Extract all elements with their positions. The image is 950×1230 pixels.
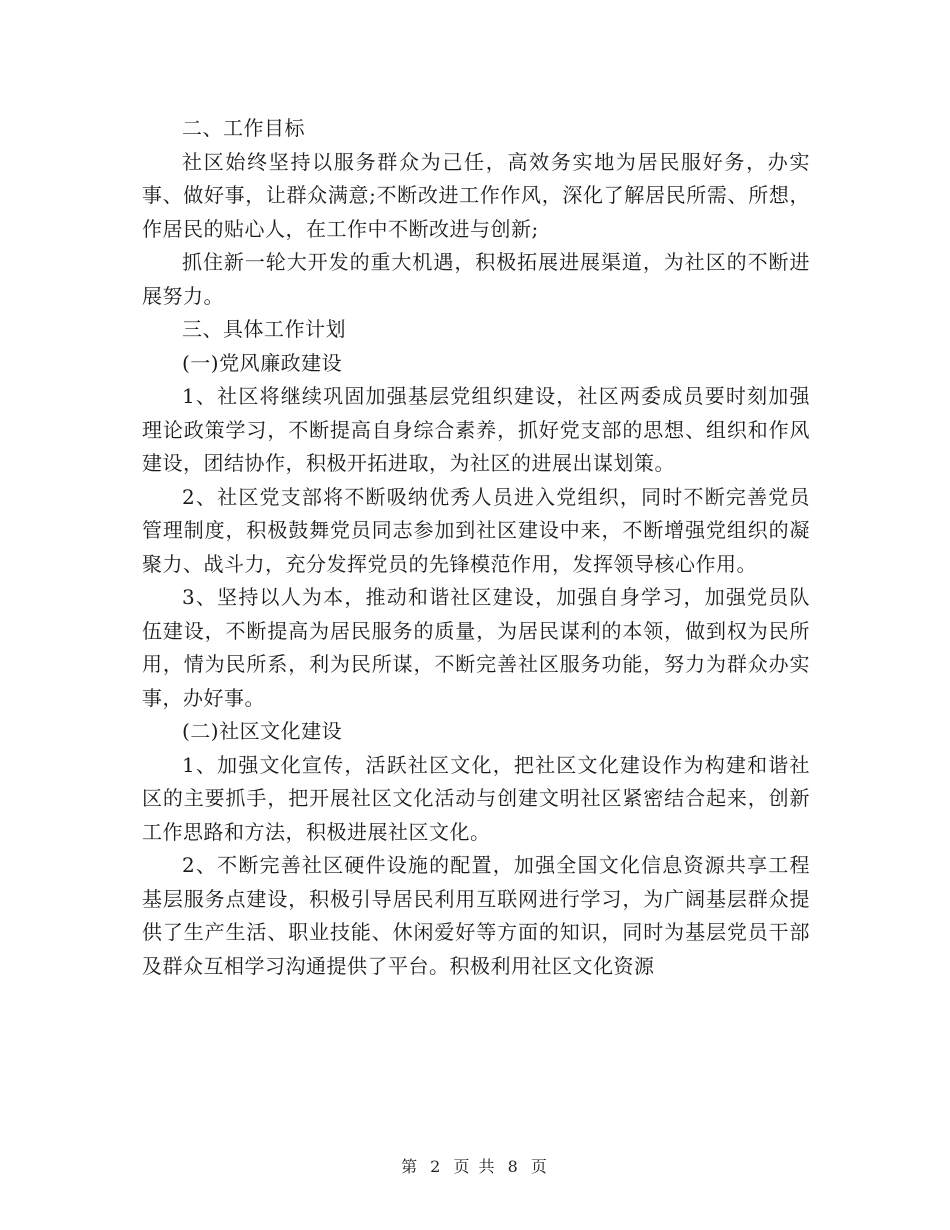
paragraph: 抓住新一轮大开发的重大机遇，积极拓展进展渠道，为社区的不断进展努力。 xyxy=(142,250,810,308)
page-footer xyxy=(0,1154,950,1177)
footer-middle: 页 共 xyxy=(453,1157,497,1176)
subsection-heading-party: (一)党风廉政建设 xyxy=(182,350,343,375)
footer-total-pages: 8 xyxy=(507,1157,520,1176)
section-heading-plan: 三、具体工作计划 xyxy=(182,317,346,341)
footer-prefix: 第 xyxy=(401,1157,420,1176)
paragraph: 社区始终坚持以服务群众为己任，高效务实地为居民服好务，办实事、做好事，让群众满意;不断改进工作作风，深化了解居民所需、所想，作居民的贴心人，在工作中不断改进与创新; xyxy=(142,149,810,241)
footer-suffix: 页 xyxy=(530,1157,549,1176)
document-body xyxy=(142,112,810,983)
paragraph: 2、不断完善社区硬件设施的配置，加强全国文化信息资源共享工程基层服务点建设，积极引导居民利用互联网进行学习，为广阔基层群众提供了生产生活、职业技能、休闲爱好等方面的知识，同时为基层党员干部及群众互相学习沟通提供了平台。积极利用社区文化资源 xyxy=(142,853,810,978)
footer-current-page: 2 xyxy=(430,1157,443,1176)
paragraph: 1、社区将继续巩固加强基层党组织建设，社区两委成员要时刻加强理论政策学习，不断提高自身综合素养，抓好党支部的思想、组织和作风建设，团结协作，积极开拓进取，为社区的进展出谋划策。 xyxy=(142,384,810,475)
paragraph: 3、坚持以人为本，推动和谐社区建设，加强自身学习，加强党员队伍建设，不断提高为居民服务的质量，为居民谋利的本领，做到权为民所用，情为民所系，利为民所谋，不断完善社区服务功能，努力为群众办实事，办好事。 xyxy=(142,585,810,710)
paragraph: 1、加强文化宣传，活跃社区文化，把社区文化建设作为构建和谐社区的主要抓手，把开展社区文化活动与创建文明社区紧密结合起来，创新工作思路和方法，积极进展社区文化。 xyxy=(142,752,810,844)
section-heading-goals: 二、工作目标 xyxy=(182,116,305,140)
paragraph: 2、社区党支部将不断吸纳优秀人员进入党组织，同时不断完善党员管理制度，积极鼓舞党员同志参加到社区建设中来，不断增强党组织的凝聚力、战斗力，充分发挥党员的先锋模范作用，发挥领导核心作用。 xyxy=(142,484,810,576)
subsection-heading-culture: (二)社区文化建设 xyxy=(182,719,343,743)
